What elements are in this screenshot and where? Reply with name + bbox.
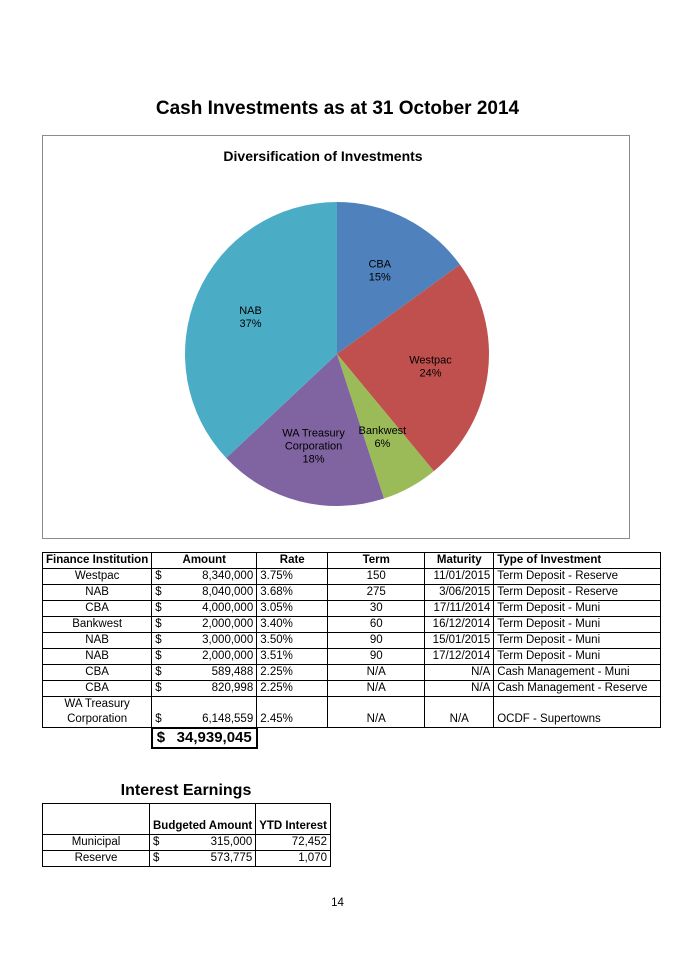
table-row (43, 851, 331, 867)
currency-symbol: $ (155, 570, 162, 582)
table-row (43, 835, 331, 851)
total-amount: 34,939,045 (176, 728, 252, 746)
rate-cell: 3.68% (257, 585, 328, 601)
type-cell: OCDF - Supertowns (494, 697, 661, 728)
table-row (43, 665, 661, 681)
maturity-cell: 15/01/2015 (425, 633, 494, 649)
maturity-cell: 16/12/2014 (425, 617, 494, 633)
type-cell: Term Deposit - Reserve (494, 569, 661, 585)
header-institution: Finance Institution (43, 553, 152, 569)
pie-label: Bankwest 6% (358, 425, 407, 451)
currency-symbol: $ (155, 666, 162, 678)
header-type: Type of Investment (494, 553, 661, 569)
term-cell: 90 (328, 633, 425, 649)
earnings-label: Reserve (43, 851, 150, 867)
header-term: Term (328, 553, 425, 569)
institution-line1: WA Treasury (64, 698, 130, 710)
currency-symbol: $ (155, 586, 162, 598)
term-cell: 90 (328, 649, 425, 665)
header-budgeted: Budgeted Amount (150, 804, 256, 835)
amount-cell (152, 681, 257, 697)
pie-label: NAB 37% (239, 305, 262, 331)
amount-value: 4,000,000 (202, 602, 254, 614)
rate-cell: 2.25% (257, 681, 328, 697)
amount-value: 589,488 (211, 666, 254, 678)
maturity-cell: N/A (425, 697, 494, 728)
maturity-cell: 17/11/2014 (425, 601, 494, 617)
institution-cell: NAB (43, 633, 152, 649)
total-currency-symbol: $ (156, 728, 166, 746)
table-row (43, 585, 661, 601)
institution-cell (43, 697, 152, 728)
maturity-cell: N/A (425, 665, 494, 681)
total-row (43, 728, 661, 748)
term-cell: 60 (328, 617, 425, 633)
earnings-header-row (43, 804, 331, 835)
currency-symbol: $ (155, 634, 162, 646)
rate-cell: 3.05% (257, 601, 328, 617)
term-cell: 150 (328, 569, 425, 585)
maturity-cell: 17/12/2014 (425, 649, 494, 665)
table-row (43, 617, 661, 633)
table-row (43, 569, 661, 585)
term-cell: N/A (328, 665, 425, 681)
institution-cell: Westpac (43, 569, 152, 585)
amount-value: 8,040,000 (202, 586, 254, 598)
pie-chart-frame (42, 135, 630, 539)
chart-title: Diversification of Investments (223, 148, 423, 164)
amount-cell (152, 633, 257, 649)
term-cell: 30 (328, 601, 425, 617)
rate-cell: 3.40% (257, 617, 328, 633)
amount-value: 3,000,000 (202, 634, 254, 646)
pie-label: WA Treasury Corporation 18% (282, 427, 345, 466)
maturity-cell: N/A (425, 681, 494, 697)
investments-table (42, 552, 661, 749)
investments-header-row (43, 553, 661, 569)
header-amount: Amount (152, 553, 257, 569)
rate-cell: 2.45% (257, 697, 328, 728)
type-cell: Term Deposit - Muni (494, 617, 661, 633)
pie-label: Westpac 24% (409, 354, 452, 380)
institution-line2: Corporation (67, 713, 128, 725)
institution-cell: CBA (43, 681, 152, 697)
currency-symbol: $ (155, 650, 162, 662)
interest-earnings-title: Interest Earnings (120, 782, 252, 799)
amount-value: 820,998 (211, 682, 254, 694)
term-cell: N/A (328, 697, 425, 728)
institution-cell: Bankwest (43, 617, 152, 633)
currency-symbol: $ (155, 712, 162, 725)
currency-symbol: $ (155, 602, 162, 614)
earnings-header-blank (43, 804, 150, 835)
rate-cell: 2.25% (257, 665, 328, 681)
type-cell: Term Deposit - Reserve (494, 585, 661, 601)
currency-symbol: $ (155, 618, 162, 630)
table-row (43, 649, 661, 665)
type-cell: Term Deposit - Muni (494, 649, 661, 665)
type-cell: Cash Management - Muni (494, 665, 661, 681)
table-row (43, 681, 661, 697)
amount-value: 6,148,559 (202, 712, 254, 725)
amount-cell (152, 665, 257, 681)
term-cell: N/A (328, 681, 425, 697)
type-cell: Term Deposit - Muni (494, 601, 661, 617)
header-maturity: Maturity (425, 553, 494, 569)
currency-symbol: $ (155, 682, 162, 694)
amount-cell (152, 585, 257, 601)
total-amount-cell (152, 728, 257, 748)
maturity-cell: 11/01/2015 (425, 569, 494, 585)
institution-cell: CBA (43, 601, 152, 617)
institution-cell: NAB (43, 585, 152, 601)
currency-symbol: $ (153, 836, 160, 848)
table-row (43, 601, 661, 617)
ytd-value: 72,452 (256, 835, 331, 851)
amount-cell (152, 617, 257, 633)
amount-value: 8,340,000 (202, 570, 254, 582)
header-ytd: YTD Interest (256, 804, 331, 835)
institution-cell: NAB (43, 649, 152, 665)
amount-cell (152, 569, 257, 585)
term-cell: 275 (328, 585, 425, 601)
pie-chart (43, 136, 631, 540)
amount-cell (152, 649, 257, 665)
type-cell: Cash Management - Reserve (494, 681, 661, 697)
rate-cell: 3.75% (257, 569, 328, 585)
page-number: 14 (331, 897, 344, 909)
amount-value: 2,000,000 (202, 618, 254, 630)
total-blank (43, 728, 152, 748)
page-title: Cash Investments as at 31 October 2014 (155, 98, 520, 119)
header-rate: Rate (257, 553, 328, 569)
amount-cell (152, 601, 257, 617)
table-row (43, 633, 661, 649)
earnings-label: Municipal (43, 835, 150, 851)
amount-cell (152, 697, 257, 728)
amount-value: 2,000,000 (202, 650, 254, 662)
rate-cell: 3.51% (257, 649, 328, 665)
interest-earnings-table (42, 803, 331, 867)
type-cell: Term Deposit - Muni (494, 633, 661, 649)
currency-symbol: $ (153, 852, 160, 864)
table-row (43, 697, 661, 728)
budgeted-value: 573,775 (210, 852, 253, 864)
maturity-cell: 3/06/2015 (425, 585, 494, 601)
pie-label: CBA 15% (368, 258, 392, 284)
institution-cell: CBA (43, 665, 152, 681)
budgeted-value: 315,000 (210, 836, 253, 848)
ytd-value: 1,070 (256, 851, 331, 867)
rate-cell: 3.50% (257, 633, 328, 649)
